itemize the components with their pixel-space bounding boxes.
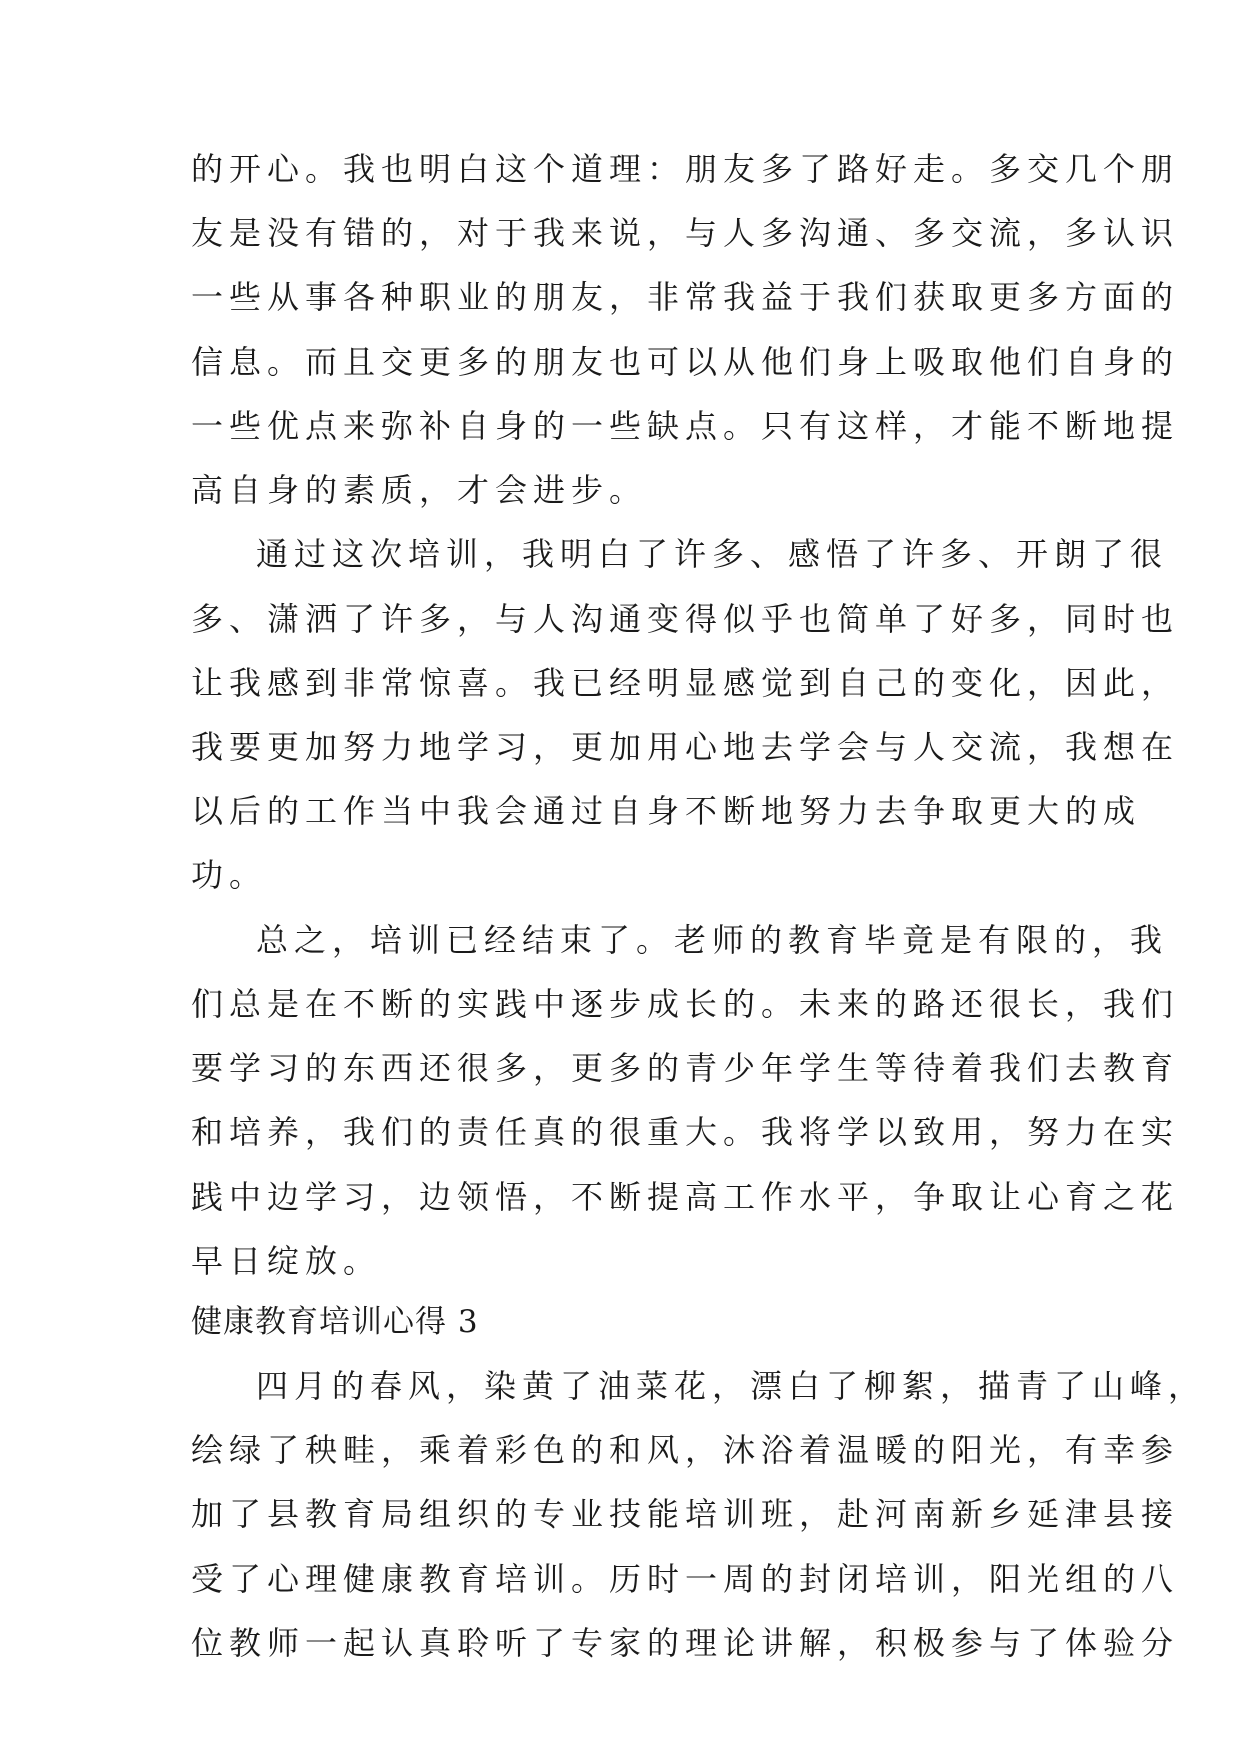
text-line: 我要更加努力地学习，更加用心地去学会与人交流，我想在	[191, 728, 1180, 766]
text-line: 让我感到非常惊喜。我已经明显感觉到自己的变化，因此，	[191, 664, 1180, 702]
text-line: 高自身的素质，才会进步。	[191, 471, 648, 509]
text-line: 要学习的东西还很多，更多的青少年学生等待着我们去教育	[191, 1049, 1180, 1087]
text-line: 信息。而且交更多的朋友也可以从他们身上吸取他们自身的	[191, 343, 1180, 381]
text-line: 们总是在不断的实践中逐步成长的。未来的路还很长，我们	[191, 985, 1180, 1023]
text-line: 早日绽放。	[191, 1242, 382, 1280]
text-line: 位教师一起认真聆听了专家的理论讲解，积极参与了体验分	[191, 1624, 1180, 1662]
paragraph-start-line: 四月的春风，染黄了油菜花，漂白了柳絮，描青了山峰，	[256, 1367, 1207, 1405]
text-line: 加了县教育局组织的专业技能培训班，赴河南新乡延津县接	[191, 1495, 1180, 1533]
text-line: 以后的工作当中我会通过自身不断地努力去争取更大的成	[191, 792, 1142, 830]
paragraph-start-line: 通过这次培训，我明白了许多、感悟了许多、开朗了很	[256, 535, 1169, 573]
text-line: 友是没有错的，对于我来说，与人多沟通、多交流，多认识	[191, 214, 1180, 252]
text-line: 多、潇洒了许多，与人沟通变得似乎也简单了好多，同时也	[191, 600, 1180, 638]
text-line: 践中边学习，边领悟，不断提高工作水平，争取让心育之花	[191, 1178, 1180, 1216]
text-line: 的开心。我也明白这个道理：朋友多了路好走。多交几个朋	[191, 150, 1180, 188]
text-line: 功。	[191, 856, 268, 894]
text-line: 一些优点来弥补自身的一些缺点。只有这样，才能不断地提	[191, 407, 1180, 445]
text-line: 一些从事各种职业的朋友，非常我益于我们获取更多方面的	[191, 278, 1180, 316]
text-line: 和培养，我们的责任真的很重大。我将学以致用，努力在实	[191, 1113, 1180, 1151]
text-line: 绘绿了秧畦，乘着彩色的和风，沐浴着温暖的阳光，有幸参	[191, 1431, 1180, 1469]
paragraph-start-line: 总之，培训已经结束了。老师的教育毕竟是有限的，我	[256, 921, 1169, 959]
text-line: 受了心理健康教育培训。历时一周的封闭培训，阳光组的八	[191, 1560, 1180, 1598]
section-heading: 健康教育培训心得 3	[191, 1304, 479, 1340]
